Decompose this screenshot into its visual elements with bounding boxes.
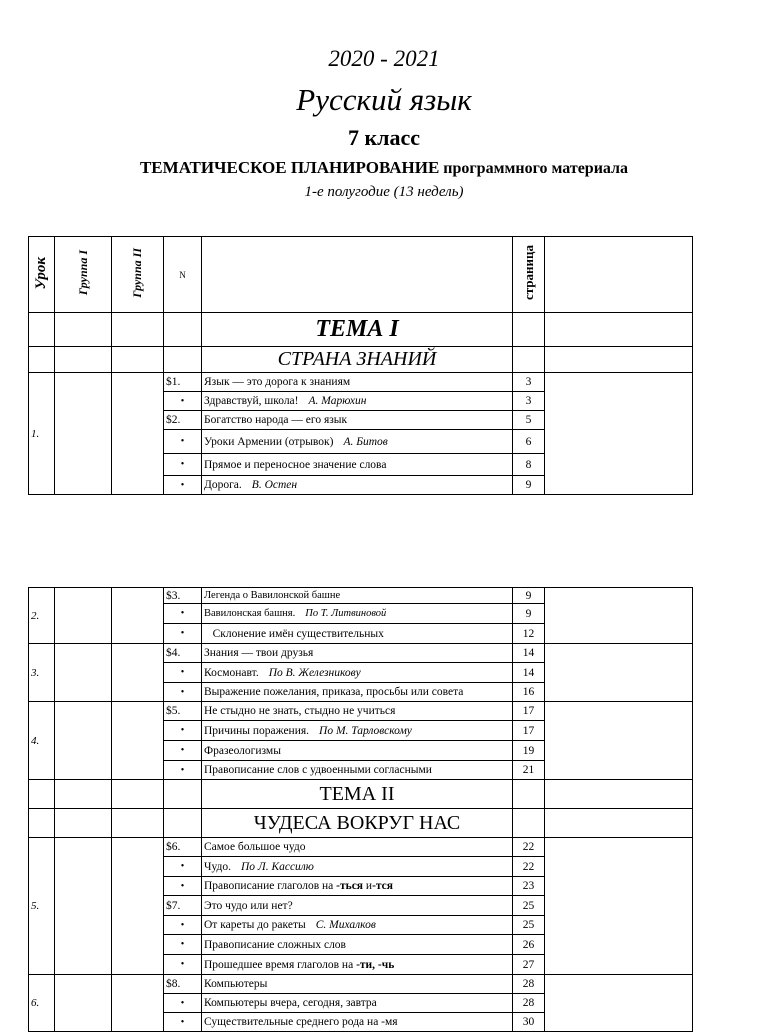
table-row xyxy=(29,644,693,663)
row-text-main: Здравствуй, школа! xyxy=(204,395,299,407)
table-row xyxy=(29,838,693,857)
row-author: В. Остен xyxy=(251,479,298,491)
row-text-main: Не стыдно не знать, стыдно не учиться xyxy=(204,705,396,717)
row-page: 17 xyxy=(513,721,545,741)
col-group1-label: Группа I xyxy=(75,250,90,296)
row-text xyxy=(202,604,513,624)
row-text-main: От кареты до ракеты xyxy=(204,919,306,931)
row-page: 14 xyxy=(513,644,545,663)
row-mark: • xyxy=(164,683,202,702)
row-mark: $3. xyxy=(164,588,202,604)
topic-1-name: СТРАНА ЗНАНИЙ xyxy=(202,347,513,373)
row-mark: $1. xyxy=(164,373,202,392)
row-page: 26 xyxy=(513,935,545,955)
row-mark: • xyxy=(164,454,202,476)
row-text xyxy=(202,916,513,935)
row-mark: • xyxy=(164,857,202,877)
plan-title-rest: программного материала xyxy=(439,160,629,177)
row-mark: • xyxy=(164,624,202,644)
table-row xyxy=(29,588,693,604)
row-text xyxy=(202,430,513,454)
row-text-main: Уроки Армении (отрывок) xyxy=(204,435,334,448)
row-page: 22 xyxy=(513,838,545,857)
row-mark: • xyxy=(164,877,202,896)
row-text-main: Правописание слов с удвоенными согласными xyxy=(204,764,432,776)
row-mark: • xyxy=(164,916,202,935)
row-text-main: Это чудо или нет? xyxy=(204,899,293,912)
row-author: По Т. Литвиновой xyxy=(305,608,387,619)
term-subtitle: 1-е полугодие (13 недель) xyxy=(304,184,464,200)
grade-title: 7 класс xyxy=(347,125,421,150)
table-header-row xyxy=(29,237,693,313)
lesson-number: 3. xyxy=(29,644,55,702)
col-extra-header xyxy=(545,237,693,313)
row-text-main: Чудо. xyxy=(204,860,231,873)
row-text-main: Правописание сложных слов xyxy=(204,938,346,951)
table-row xyxy=(29,373,693,392)
row-suffix: -ться xyxy=(336,880,364,892)
row-mark: $6. xyxy=(164,838,202,857)
row-text xyxy=(202,663,513,683)
row-text-main: Причины поражения. xyxy=(204,724,310,737)
row-text-main: Существительные среднего рода на -мя xyxy=(204,1016,398,1028)
row-text xyxy=(202,857,513,877)
row-mark: • xyxy=(164,663,202,683)
row-author: А. Битов xyxy=(343,435,388,448)
row-text xyxy=(202,373,513,392)
row-text-main: Прошедшее время глаголов на xyxy=(204,958,357,971)
row-text xyxy=(202,624,513,644)
row-text-main: Космонавт. xyxy=(204,666,259,679)
row-text xyxy=(202,411,513,430)
row-page: 5 xyxy=(513,411,545,430)
row-page: 28 xyxy=(513,994,545,1013)
row-page: 23 xyxy=(513,877,545,896)
col-page-label: страница xyxy=(520,245,536,301)
row-page: 6 xyxy=(513,430,545,454)
school-year: 2020 - 2021 xyxy=(328,46,440,71)
row-text-main: Знания — твои друзья xyxy=(204,647,314,659)
row-page: 30 xyxy=(513,1013,545,1032)
row-mark: • xyxy=(164,392,202,411)
row-text xyxy=(202,994,513,1013)
subject-title: Русский язык xyxy=(296,82,472,117)
row-mark: • xyxy=(164,1013,202,1032)
row-page: 14 xyxy=(513,663,545,683)
row-mark: • xyxy=(164,430,202,454)
row-text-main: Богатство народа — его язык xyxy=(204,414,348,426)
plan-table-1 xyxy=(28,236,693,495)
lesson-number: 4. xyxy=(29,702,55,780)
row-text xyxy=(202,476,513,495)
row-text-main: Компьютеры вчера, сегодня, завтра xyxy=(204,997,377,1009)
row-text xyxy=(202,454,513,476)
row-page: 8 xyxy=(513,454,545,476)
plan-title xyxy=(0,158,768,178)
row-text-mid: и xyxy=(363,880,373,892)
row-page: 25 xyxy=(513,896,545,916)
row-text xyxy=(202,896,513,916)
row-mark: • xyxy=(164,721,202,741)
row-author: А. Марюхин xyxy=(308,395,367,407)
row-text xyxy=(202,1013,513,1032)
row-mark: • xyxy=(164,955,202,975)
row-mark: • xyxy=(164,761,202,780)
row-mark: • xyxy=(164,741,202,761)
row-mark: $5. xyxy=(164,702,202,721)
row-text-main: Прямое и переносное значение слова xyxy=(204,458,387,471)
row-page: 25 xyxy=(513,916,545,935)
col-content-header xyxy=(202,237,513,313)
row-mark: $2. xyxy=(164,411,202,430)
row-text xyxy=(202,702,513,721)
topic-title-row xyxy=(29,780,693,809)
topic-2-title: ТЕМА II xyxy=(202,780,513,809)
row-text xyxy=(202,955,513,975)
row-text xyxy=(202,721,513,741)
col-n-header: N xyxy=(164,237,202,313)
row-mark: • xyxy=(164,994,202,1013)
table-row xyxy=(29,702,693,721)
lesson-number: 5. xyxy=(29,838,55,975)
col-group1-header xyxy=(55,237,112,313)
row-text-main: Язык — это дорога к знаниям xyxy=(204,376,351,388)
lesson-number: 6. xyxy=(29,975,55,1032)
row-page: 17 xyxy=(513,702,545,721)
row-page: 22 xyxy=(513,857,545,877)
row-text-main: Вавилонская башня. xyxy=(204,608,296,619)
row-text xyxy=(202,877,513,896)
row-page: 27 xyxy=(513,955,545,975)
row-mark: $7. xyxy=(164,896,202,916)
row-text xyxy=(202,588,513,604)
row-text-main: Самое большое чудо xyxy=(204,841,306,853)
row-mark: $4. xyxy=(164,644,202,663)
topic-1-title: ТЕМА I xyxy=(202,313,513,347)
plan-table-2 xyxy=(28,587,693,1032)
row-mark: $8. xyxy=(164,975,202,994)
row-mark: • xyxy=(164,604,202,624)
row-suffix: -ти, -чь xyxy=(356,958,395,971)
row-author: По Л. Кассилю xyxy=(240,860,314,873)
row-text xyxy=(202,683,513,702)
row-text-main: Фразеологизмы xyxy=(204,744,281,757)
row-text xyxy=(202,975,513,994)
row-text xyxy=(202,392,513,411)
row-text xyxy=(202,741,513,761)
row-page: 21 xyxy=(513,761,545,780)
row-mark: • xyxy=(164,935,202,955)
row-text-main: Дорога. xyxy=(204,479,242,491)
col-lesson-header xyxy=(29,237,55,313)
lesson-number: 2. xyxy=(29,588,55,644)
plan-title-bold: ТЕМАТИЧЕСКОЕ ПЛАНИРОВАНИЕ xyxy=(139,158,440,177)
col-page-header xyxy=(513,237,545,313)
row-text xyxy=(202,761,513,780)
topic-name-row xyxy=(29,809,693,838)
row-author: По В. Железникову xyxy=(268,666,361,679)
row-suffix: -тся xyxy=(372,880,394,892)
row-author: С. Михалков xyxy=(315,919,376,931)
row-text-main: Компьютеры xyxy=(204,978,268,990)
row-text-main: Склонение имён существительных xyxy=(204,627,384,640)
topic-2-name: ЧУДЕСА ВОКРУГ НАС xyxy=(202,809,513,838)
row-text xyxy=(202,838,513,857)
row-page: 9 xyxy=(513,476,545,495)
row-page: 9 xyxy=(513,604,545,624)
row-page: 3 xyxy=(513,392,545,411)
lesson-number: 1. xyxy=(29,373,55,495)
table-row xyxy=(29,975,693,994)
row-text-main: Правописание глаголов на xyxy=(204,880,337,892)
row-mark: • xyxy=(164,476,202,495)
col-group2-label: Группа II xyxy=(130,248,144,298)
row-page: 16 xyxy=(513,683,545,702)
row-text xyxy=(202,644,513,663)
row-page: 3 xyxy=(513,373,545,392)
row-author: По М. Тарловскому xyxy=(319,724,412,737)
row-page: 19 xyxy=(513,741,545,761)
col-lesson-label: Урок xyxy=(33,256,49,290)
row-page: 9 xyxy=(513,588,545,604)
topic-title-row xyxy=(29,313,693,347)
row-text xyxy=(202,935,513,955)
row-page: 28 xyxy=(513,975,545,994)
topic-name-row xyxy=(29,347,693,373)
col-group2-header xyxy=(112,237,164,313)
row-text-main: Легенда о Вавилонской башне xyxy=(204,590,341,601)
row-text-main: Выражение пожелания, приказа, просьбы или совета xyxy=(204,686,464,698)
row-page: 12 xyxy=(513,624,545,644)
